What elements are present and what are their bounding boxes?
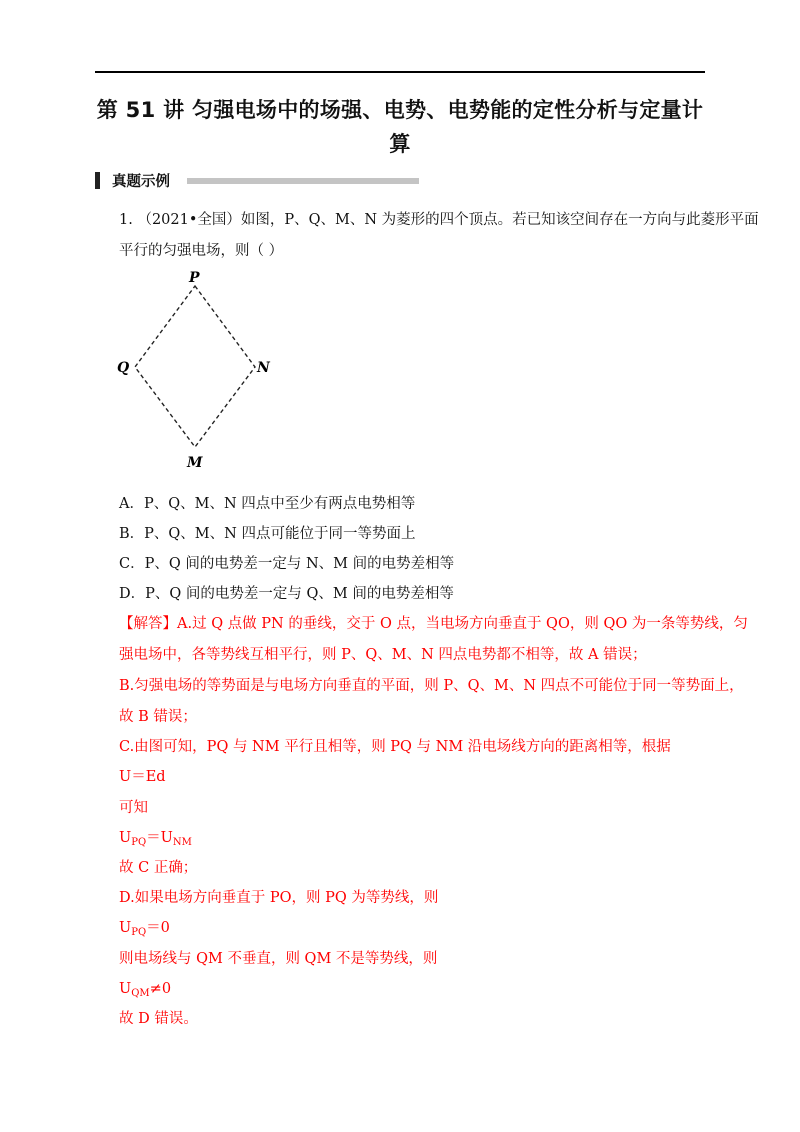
question-stem-line-2: 平行的匀强电场，则（ ） bbox=[119, 243, 284, 259]
equation-rhs: ＝0 bbox=[146, 920, 170, 936]
answer-line-5: C.由图可知，PQ 与 NM 平行且相等，则 PQ 与 NM 沿电场线方向的距离相等，根据 bbox=[119, 739, 671, 755]
subscript-qm: QM bbox=[131, 988, 150, 999]
answer-line-8 bbox=[119, 828, 192, 853]
section-label: 真题示例 bbox=[112, 174, 170, 190]
answer-line-14: 故 D 错误。 bbox=[119, 1011, 198, 1027]
vertex-label-m: M bbox=[187, 455, 203, 471]
rhombus-diagram bbox=[105, 260, 285, 475]
header-rule bbox=[95, 71, 705, 73]
answer-line-2: 强电场中，各等势线互相平行，则 P、Q、M、N 四点电势都不相等，故 A 错误； bbox=[119, 647, 647, 663]
equation-rhs: ＝U bbox=[146, 830, 173, 846]
answer-line-10: D.如果电场方向垂直于 PO，则 PQ 为等势线，则 bbox=[119, 890, 439, 906]
option-c: C．P、Q 间的电势差一定与 N、M 间的电势差相等 bbox=[119, 556, 455, 572]
rhombus-outline bbox=[135, 286, 255, 447]
answer-line-9: 故 C 正确； bbox=[119, 860, 198, 876]
answer-line-7: 可知 bbox=[119, 800, 148, 816]
answer-line-3: B.匀强电场的等势面是与电场方向垂直的平面，则 P、Q、M、N 四点不可能位于同一等势面上， bbox=[119, 678, 744, 694]
option-d: D．P、Q 间的电势差一定与 Q、M 间的电势差相等 bbox=[119, 586, 454, 602]
answer-line-11 bbox=[119, 918, 170, 943]
answer-line-4: 故 B 错误； bbox=[119, 709, 197, 725]
voltage-symbol: U bbox=[119, 981, 132, 997]
subscript-pq: PQ bbox=[131, 837, 147, 848]
question-stem-line-1: 1. （2021•全国）如图，P、Q、M、N 为菱形的四个顶点。若已知该空间存在一方向与此菱形平面 bbox=[119, 212, 759, 228]
answer-line-6: U＝Ed bbox=[119, 769, 166, 785]
vertex-label-p: P bbox=[189, 270, 200, 286]
section-header bbox=[95, 171, 425, 191]
page-title bbox=[95, 93, 705, 161]
option-b: B．P、Q、M、N 四点可能位于同一等势面上 bbox=[119, 526, 416, 542]
answer-line-1: 【解答】A.过 Q 点做 PN 的垂线，交于 O 点，当电场方向垂直于 QO，则 QO 为一条等势线，匀 bbox=[119, 616, 748, 632]
voltage-symbol: U bbox=[119, 920, 132, 936]
answer-line-12: 则电场线与 QM 不垂直，则 QM 不是等势线，则 bbox=[119, 951, 438, 967]
title-line-1: 第 51 讲 匀强电场中的场强、电势、电势能的定性分析与定量计 bbox=[96, 98, 704, 122]
vertex-label-q: Q bbox=[117, 360, 130, 376]
subscript-pq: PQ bbox=[131, 927, 147, 938]
subscript-nm: NM bbox=[172, 837, 192, 848]
title-line-2: 算 bbox=[389, 132, 411, 156]
vertex-label-n: N bbox=[257, 360, 270, 376]
option-a: A．P、Q、M、N 四点中至少有两点电势相等 bbox=[119, 496, 416, 512]
section-divider bbox=[187, 178, 419, 184]
equation-rhs: ≠0 bbox=[149, 981, 172, 997]
section-marker bbox=[95, 172, 100, 189]
voltage-symbol: U bbox=[119, 830, 132, 846]
answer-line-13 bbox=[119, 979, 171, 1004]
